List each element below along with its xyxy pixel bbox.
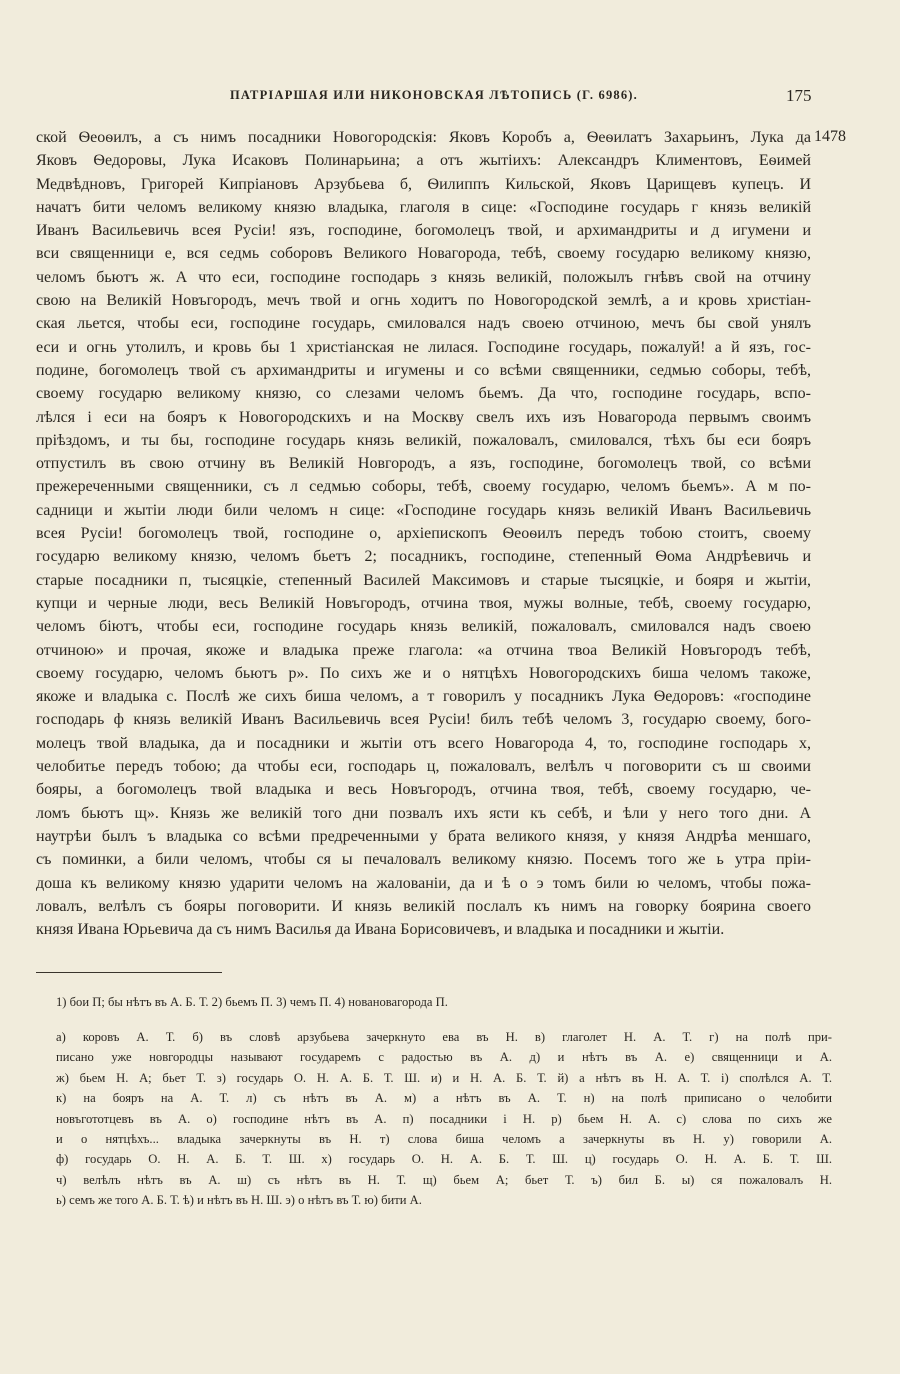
text-line: государю великому князю, челомъ бьетъ 2; посадникъ, господине, степенный Ѳома Андрѣевичь и — [36, 548, 811, 566]
text-line: отчиною» и прочая, якоже и владыка преже глагола: «а отчина твоа Великій Новъгородъ тебѣ, — [36, 641, 811, 659]
text-line: еси и огнь утолилъ, и кровь бы 1 христіанская не лилася. Господине государь, пожалуй! а й язъ, гос- — [36, 338, 811, 356]
text-line: Медвѣдновъ, Григорей Кипріановъ Арзубьева б, Ѳилиппъ Кильской, Яковъ Царищевъ купецъ. И — [36, 175, 811, 193]
text-line: господарь ф князь великій Иванъ Васильевичь всея Русіи! билъ тебѣ челомъ 3, государю своему, бого- — [36, 711, 811, 729]
text-line: князя Ивана Юрьевича да съ нимъ Василья да Ивана Борисовичевъ, и владыка и посадники и жытіи. — [36, 921, 725, 939]
text-line: подине, богомолецъ твой съ архимандриты и игумены и со всѣми священники, седмью соборы, тебѣ, — [36, 361, 811, 379]
footnote-line: писано уже новгородцы называют государемъ с радостью въ А. д) и нѣтъ въ А. е) священници и А. — [56, 1050, 832, 1065]
text-line: прежереченными священники, съ л седмью соборы, тебѣ, своему государю, челомъ бьемъ». А м по- — [36, 478, 811, 496]
text-line: купци и черные люди, весь Великій Новъгородъ, отчина твоя, мужы волные, тебѣ, своему государю, — [36, 594, 811, 612]
text-line: Яковъ Ѳедоровы, Лука Исаковъ Полинарьина; а отъ жытіихъ: Александръ Климентовъ, Еѳимей — [36, 152, 811, 170]
text-line: вси священници е, вся седмь соборовъ Великого Новагорода, тебѣ, своему государю великому князю, — [36, 245, 811, 263]
text-line: ской Ѳеоѳилъ, а съ нимъ посадники Новогородскія: Яковъ Коробъ а, Ѳеѳилатъ Захарьинъ, Лука да — [36, 129, 811, 146]
text-line: доша къ великому князю ударити челомъ на жалованіи, да и ѣ о э томъ били ю челомъ, чтобы пожа- — [36, 874, 811, 892]
text-line: начатъ бити челомъ великому князю владыка, глаголя в сице: «Господине государь г князь великій — [36, 198, 811, 216]
footnote-line: ь) семъ же того А. Б. Т. ѣ) и нѣтъ въ Н. Ш. э) о нѣтъ въ Т. ю) бити А. — [56, 1193, 422, 1208]
footnote-line: к) на бояръ на А. Т. л) съ нѣтъ въ А. м) а нѣтъ въ А. Т. н) на полѣ приписано о челобити — [56, 1091, 832, 1106]
page-number: 175 — [786, 86, 812, 105]
text-line: отпустилъ въ свою отчину въ Великій Новгородъ, а язъ, господине, богомолецъ твой, со всѣми — [36, 455, 811, 473]
header-title: ПАТРІАРШАЯ ИЛИ НИКОНОВСКАЯ ЛѢТОПИСЬ (Г. 6986). — [230, 88, 638, 102]
text-line: ская льется, чтобы еси, господине государь, смиловался надъ своею отчиною, мечъ бы свой унялъ — [36, 315, 811, 333]
footnote-line: ч) велѣлъ нѣтъ въ А. ш) съ нѣтъ въ Н. Т. щ) бьем А; бьет Т. ъ) бил Б. ы) ся пожаловалъ Н. — [56, 1172, 832, 1187]
footnote-line: 1) бои П; бы нѣтъ въ А. Б. Т. 2) бьемъ П. 3) чемъ П. 4) новановагорода П. — [56, 995, 448, 1009]
text-line: челомъ біютъ, чтобы еси, господине государь князь великій, пожаловалъ, смиловался надъ своею — [36, 618, 811, 636]
text-line: всея Русіи! богомолецъ твой, господине о, архіепископъ Ѳеоѳилъ передъ тобою стоитъ, своему — [36, 525, 811, 543]
footnote-line: а) коровъ А. Т. б) въ словѣ арзубьева зачеркнуто ева въ Н. в) глаголет Н. А. Т. г) на полѣ при- — [56, 1030, 832, 1044]
text-line: Иванъ Васильевичь всея Русіи! язъ, господине, богомолецъ твой, и архимандриты и д игумени и — [36, 222, 811, 240]
text-line: молецъ твой владыка, да и посадники и жытіи отъ всего Новагорода 4, то, господине господарь х, — [36, 734, 811, 752]
text-line: садници и жытіи люди били челомъ н сице: «Господине государь князь великій Иванъ Васильевичь — [36, 501, 811, 519]
main-text — [36, 126, 811, 941]
footnote-line: ф) государь О. Н. А. Б. Т. Ш. х) государь О. Н. А. Б. Т. Ш. ц) государь О. Н. А. Б. Т. Ш. — [56, 1152, 832, 1167]
text-line: старые посадники п, тысяцкіе, степенный Василей Максимовъ и старые тысяцкіе, и бояря и жытіи, — [36, 571, 811, 589]
text-line: челомъ бьютъ ж. А что еси, господине господарь з князь великій, положылъ гнѣвъ свой на отчину — [36, 268, 811, 286]
text-line: своему государю великому князю, со слезами челомъ бьемъ. Да что, господине государь, вспо- — [36, 385, 811, 403]
footnote-line: ж) бьем Н. А; бьет Т. з) государь О. Н. А. Б. Т. Ш. и) и Н. А. Б. Т. й) а нѣтъ въ Н. А. Т. і) сполѣлся А. Т. — [56, 1070, 832, 1085]
text-line: наутрѣи былъ ъ владыка со всѣми предреченными у брата великого князя, у князя Андрѣа меншаго, — [36, 827, 811, 845]
text-line: якоже и владыка с. Послѣ же сихъ биша челомъ, а т говорилъ у посадникъ Лука Ѳедоровъ: «господине — [36, 688, 811, 706]
text-line: свою на Великій Новъгородъ, мечъ твой и огнь ходитъ по Новогородской землѣ, а и кровь христіан- — [36, 292, 811, 310]
text-line: ломъ бьютъ щ». Князь же великій того дни позвалъ ихъ ясти къ себѣ, и ѣли у него того дни. А — [36, 804, 811, 822]
running-header — [0, 86, 900, 110]
text-line: лѣлся і еси на бояръ к Новогородскихъ и на Москву свелъ ихъ изъ Новагорода первымъ своимъ — [36, 408, 811, 426]
text-line: съ поминки, а били челомъ, чтобы ся ы печаловалъ великому князю. Посемъ того же ь утра пріи- — [36, 851, 811, 869]
text-line: челобитье передъ тобою; да чтобы еси, господарь ц, пожаловалъ, велѣлъ ч поговорити съ ш своими — [36, 758, 811, 776]
footnote-line: и о нятцѣхъ... владыка зачеркнуты въ Н. т) слова биша челомъ а зачеркнуты въ Н. у) говорили А. — [56, 1131, 832, 1146]
footnotes-numeric — [56, 992, 832, 1012]
text-line: бояры, а богомолецъ твой владыка и весь Новъгородъ, отчина твоя, тебѣ, своему государю, че- — [36, 781, 811, 799]
text-line: ловалъ, велѣлъ съ бояры поговорити. И князь великій послалъ къ нимъ на говорку боярина своего — [36, 897, 811, 915]
footnote-line: новъгототцевъ въ А. о) господине нѣтъ въ А. п) посадники і Н. р) бьем Н. А. с) слова по сихъ же — [56, 1111, 832, 1126]
margin-year: 1478 — [814, 128, 846, 145]
text-line: пріѣздомъ, и ты бы, господине государь князь великій, пожаловалъ, смиловался, тѣхъ бы еси бояръ — [36, 431, 811, 449]
text-line: своему государю, челомъ бьютъ р». По сихъ же и о нятцѣхъ Новогородскихъ биша челомъ такоже, — [36, 664, 811, 682]
footnote-separator — [36, 972, 222, 973]
footnotes-letter — [56, 1027, 832, 1211]
